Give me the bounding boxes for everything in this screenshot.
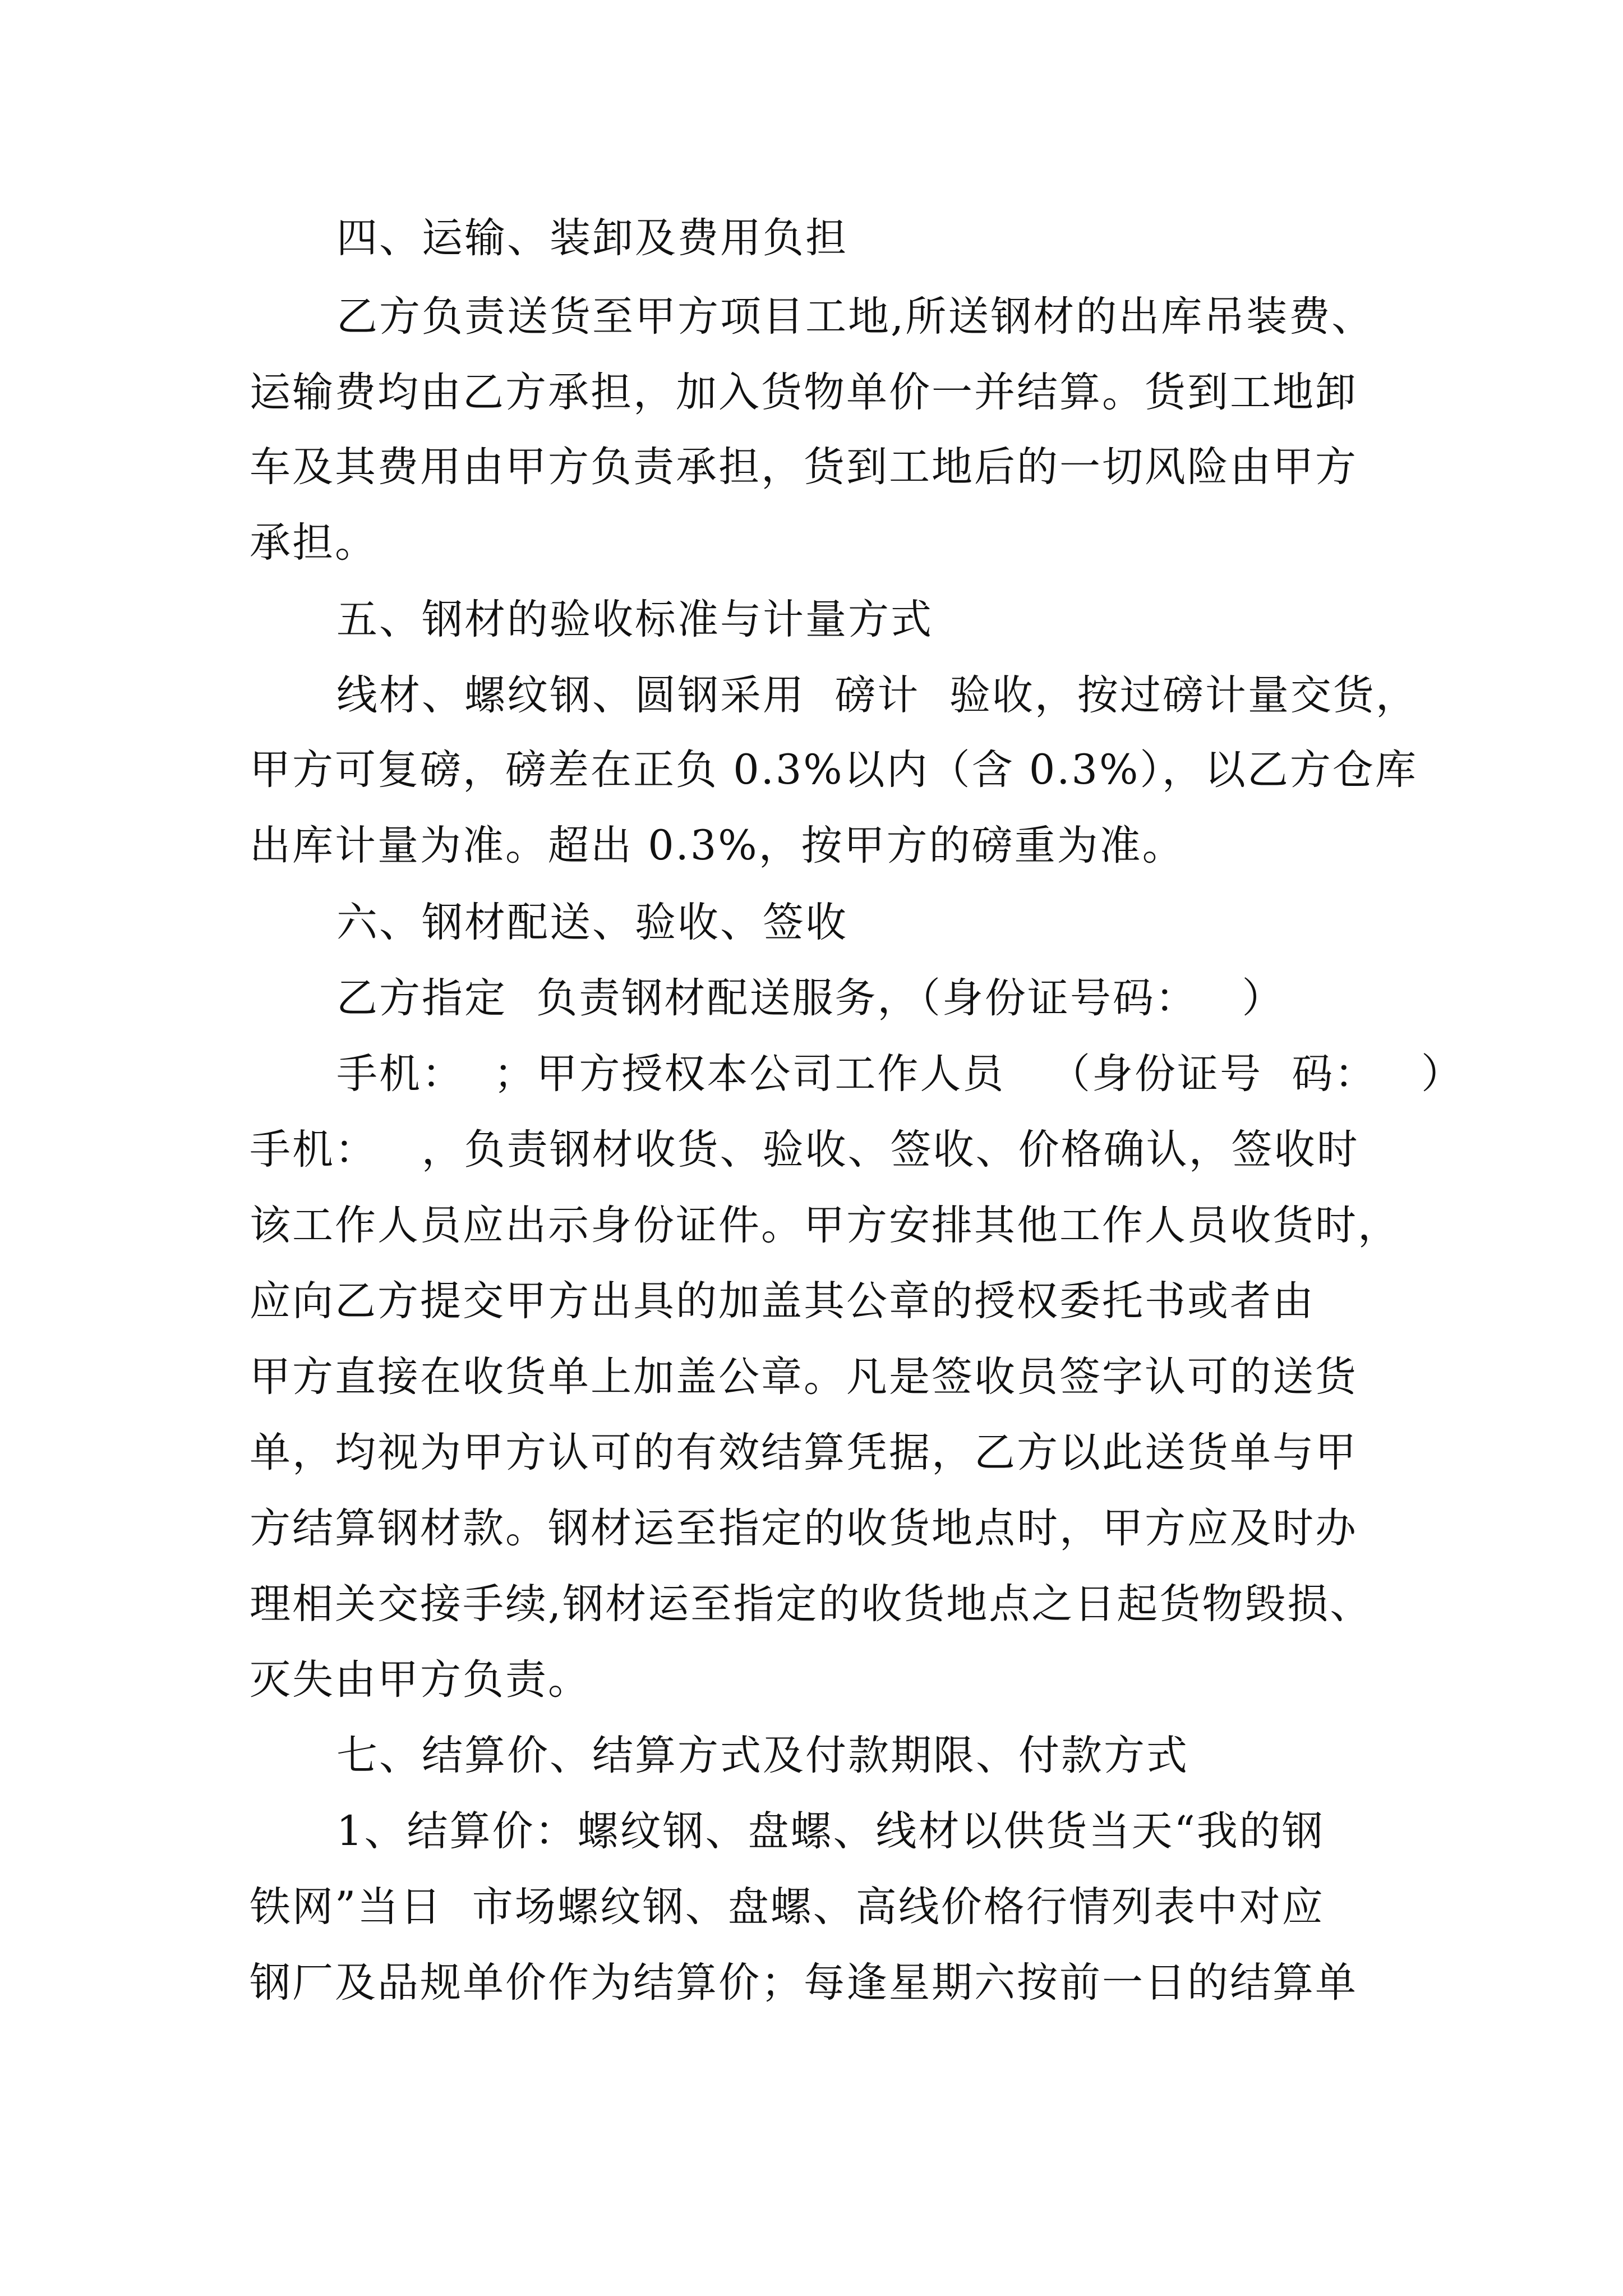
paragraph-line: 单，均视为甲方认可的有效结算凭据，乙方以此送货单与甲 — [250, 1429, 1358, 1476]
paragraph-line: 甲方直接在收货单上加盖公章。凡是签收员签字认可的送货 — [250, 1353, 1358, 1401]
paragraph-line: 车及其费用由甲方负责承担，货到工地后的一切风险由甲方 — [250, 443, 1358, 491]
section-heading-4: 四、运输、装卸及费用负担 — [336, 214, 848, 262]
paragraph-line: 手机： ，负责钢材收货、验收、签收、价格确认，签收时 — [250, 1126, 1359, 1174]
paragraph-line: 铁网”当日 市场螺纹钢、盘螺、高线价格行情列表中对应 — [250, 1883, 1325, 1931]
paragraph-line: 手机： ；甲方授权本公司工作人员 （身份证号 码： ） — [336, 1050, 1464, 1098]
paragraph-line: 线材、螺纹钢、圆钢采用 磅计 验收，按过磅计量交货， — [336, 671, 1418, 719]
paragraph-line: 该工作人员应出示身份证件。甲方安排其他工作人员收货时， — [250, 1202, 1400, 1249]
paragraph-line: 承担。 — [250, 519, 377, 567]
paragraph-line: 乙方负责送货至甲方项目工地,所送钢材的出库吊装费、 — [336, 293, 1375, 341]
section-heading-7: 七、结算价、结算方式及付款期限、付款方式 — [336, 1732, 1189, 1779]
paragraph-line: 运输费均由乙方承担，加入货物单价一并结算。货到工地卸 — [250, 369, 1358, 416]
section-heading-6: 六、钢材配送、验收、签收 — [336, 899, 848, 946]
paragraph-line: 乙方指定 负责钢材配送服务，（身份证号码： ） — [336, 974, 1285, 1022]
paragraph-line: 甲方可复磅，磅差在正负 0.3%以内（含 0.3%），以乙方仓库 — [250, 746, 1418, 794]
paragraph-line: 出库计量为准。超出 0.3%，按甲方的磅重为准。 — [250, 822, 1185, 869]
paragraph-line: 1、结算价：螺纹钢、盘螺、线材以供货当天“我的钢 — [336, 1807, 1325, 1855]
paragraph-line: 钢厂及品规单价作为结算价；每逢星期六按前一日的结算单 — [250, 1959, 1358, 2007]
paragraph-line: 灭失由甲方负责。 — [250, 1656, 591, 1704]
paragraph-line: 理相关交接手续,钢材运至指定的收货地点之日起货物毁损、 — [250, 1580, 1373, 1628]
section-heading-5: 五、钢材的验收标准与计量方式 — [336, 596, 933, 643]
paragraph-line: 方结算钢材款。钢材运至指定的收货地点时，甲方应及时办 — [250, 1504, 1358, 1552]
paragraph-line: 应向乙方提交甲方出具的加盖其公章的授权委托书或者由 — [250, 1277, 1315, 1325]
